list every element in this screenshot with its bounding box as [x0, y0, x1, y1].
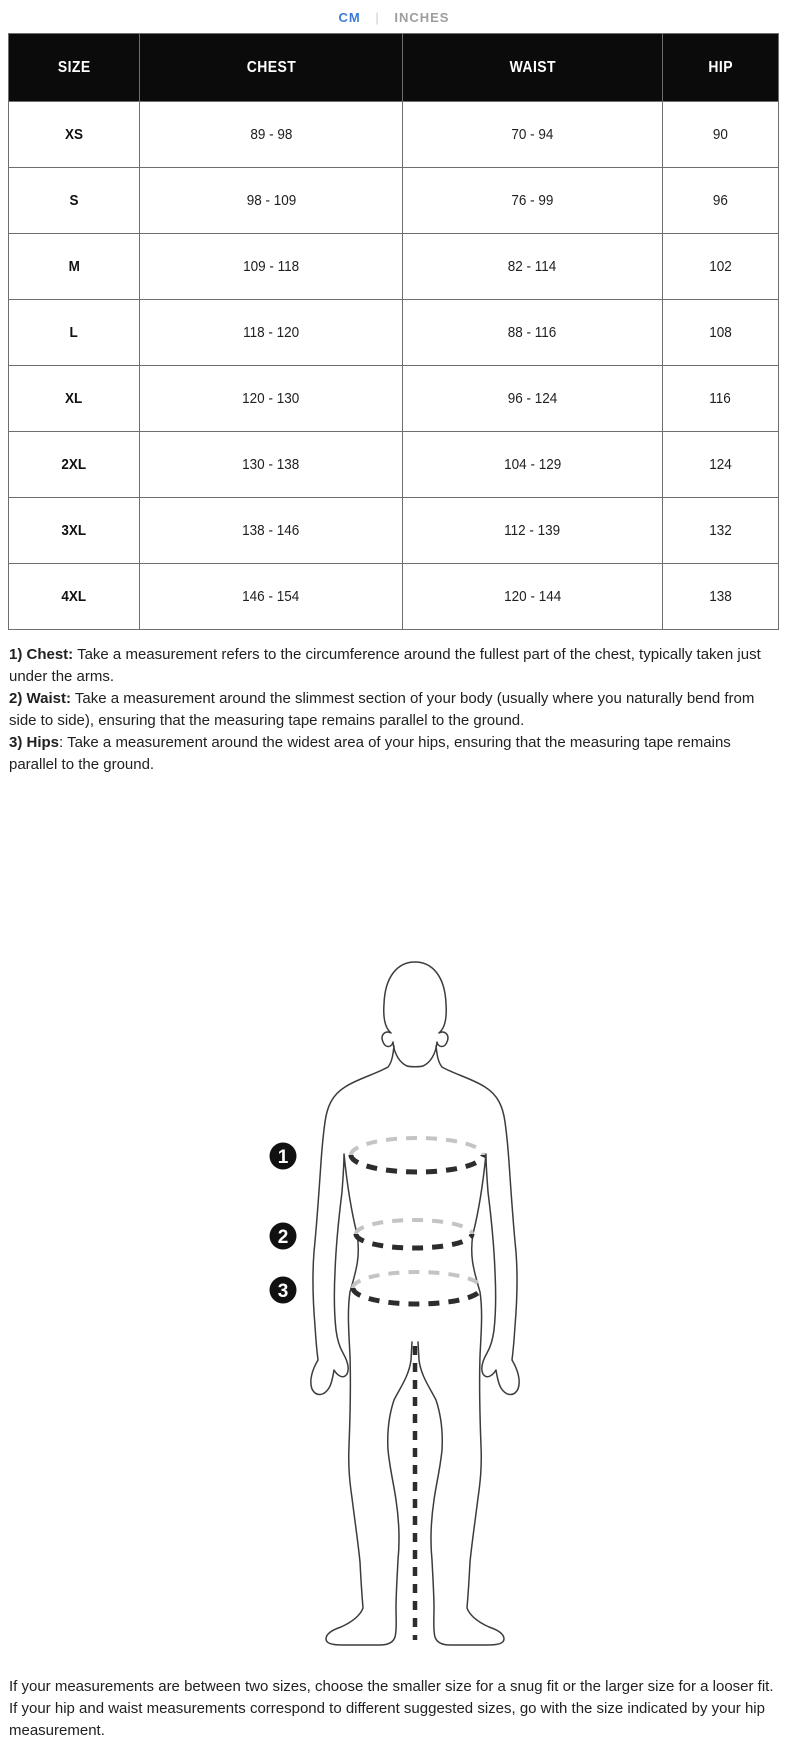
waist-ellipse-front: [356, 1234, 472, 1248]
marker-3-number: 3: [277, 1281, 289, 1302]
cell-waist: 96 - 124: [403, 366, 662, 432]
cell-hip: 124: [662, 432, 778, 498]
header-chest: CHEST: [139, 34, 402, 102]
cell-chest: 89 - 98: [139, 102, 402, 168]
instruction-waist: 2) Waist: Take a measurement around the slimmest section of your body (usually where you naturally bend from side to side), ensuring that the measuring tape remains parallel to the ground.: [9, 690, 755, 729]
cell-waist: 112 - 139: [403, 498, 662, 564]
marker-1-number: 1: [277, 1147, 289, 1168]
cell-size: 3XL: [9, 498, 140, 564]
chest-ellipse-back: [351, 1138, 483, 1155]
header-waist: WAIST: [403, 34, 662, 102]
marker-3-badge: [270, 1277, 297, 1304]
cell-hip: 96: [662, 168, 778, 234]
cell-size: XS: [9, 102, 140, 168]
hips-ellipse-front: [353, 1288, 481, 1304]
body-figure-svg: [230, 940, 590, 1650]
cell-chest: 98 - 109: [139, 168, 402, 234]
marker-2-badge: [270, 1223, 297, 1250]
cell-chest: 130 - 138: [139, 432, 402, 498]
table-row: [9, 432, 779, 498]
cell-size: S: [9, 168, 140, 234]
cell-chest: 120 - 130: [139, 366, 402, 432]
table-header-row: [9, 34, 779, 102]
cell-waist: 120 - 144: [403, 564, 662, 630]
table-row: [9, 234, 779, 300]
cell-chest: 109 - 118: [139, 234, 402, 300]
footer-note: If your measurements are between two sizes, choose the smaller size for a snug fit or the larger size for a looser fit. If your hip and waist measurements correspond to different suggested sizes, go with the size indicated by your hip measurement.: [9, 1678, 774, 1739]
units-toggle: [0, 0, 788, 25]
chest-ellipse-front: [351, 1155, 483, 1172]
table-row: [9, 300, 779, 366]
cell-waist: 70 - 94: [403, 102, 662, 168]
cell-hip: 90: [662, 102, 778, 168]
waist-ellipse-back: [356, 1220, 472, 1234]
marker-2-number: 2: [277, 1227, 289, 1248]
figure-head-outline: [382, 962, 448, 1067]
hips-ellipse-back: [353, 1272, 481, 1288]
table-row: [9, 564, 779, 630]
cell-chest: 138 - 146: [139, 498, 402, 564]
units-divider: |: [375, 10, 380, 25]
cell-waist: 76 - 99: [403, 168, 662, 234]
measurement-instructions: [9, 644, 779, 776]
header-hip: HIP: [662, 34, 778, 102]
table-row: [9, 102, 779, 168]
cell-hip: 102: [662, 234, 778, 300]
cell-waist: 104 - 129: [403, 432, 662, 498]
cell-size: 4XL: [9, 564, 140, 630]
cell-chest: 118 - 120: [139, 300, 402, 366]
figure-body-right: [418, 1046, 519, 1645]
body-diagram: [230, 940, 590, 1650]
cell-size: XL: [9, 366, 140, 432]
cell-waist: 88 - 116: [403, 300, 662, 366]
cell-size: 2XL: [9, 432, 140, 498]
instruction-hips: 3) Hips: Take a measurement around the widest area of your hips, ensuring that the measuring tape remains parallel to the ground.: [9, 734, 731, 773]
tab-cm[interactable]: CM: [338, 10, 361, 25]
table-row: [9, 366, 779, 432]
marker-1-badge: [270, 1143, 297, 1170]
cell-hip: 116: [662, 366, 778, 432]
cell-hip: 108: [662, 300, 778, 366]
table-row: [9, 498, 779, 564]
cell-hip: 132: [662, 498, 778, 564]
size-table: [8, 33, 779, 630]
cell-size: M: [9, 234, 140, 300]
cell-size: L: [9, 300, 140, 366]
tab-inches[interactable]: INCHES: [394, 10, 450, 25]
instruction-chest: 1) Chest: Take a measurement refers to the circumference around the fullest part of the chest, typically taken just under the arms.: [9, 646, 761, 685]
figure-body-left: [311, 1046, 412, 1645]
cell-hip: 138: [662, 564, 778, 630]
header-size: SIZE: [9, 34, 140, 102]
cell-chest: 146 - 154: [139, 564, 402, 630]
table-row: [9, 168, 779, 234]
cell-waist: 82 - 114: [403, 234, 662, 300]
